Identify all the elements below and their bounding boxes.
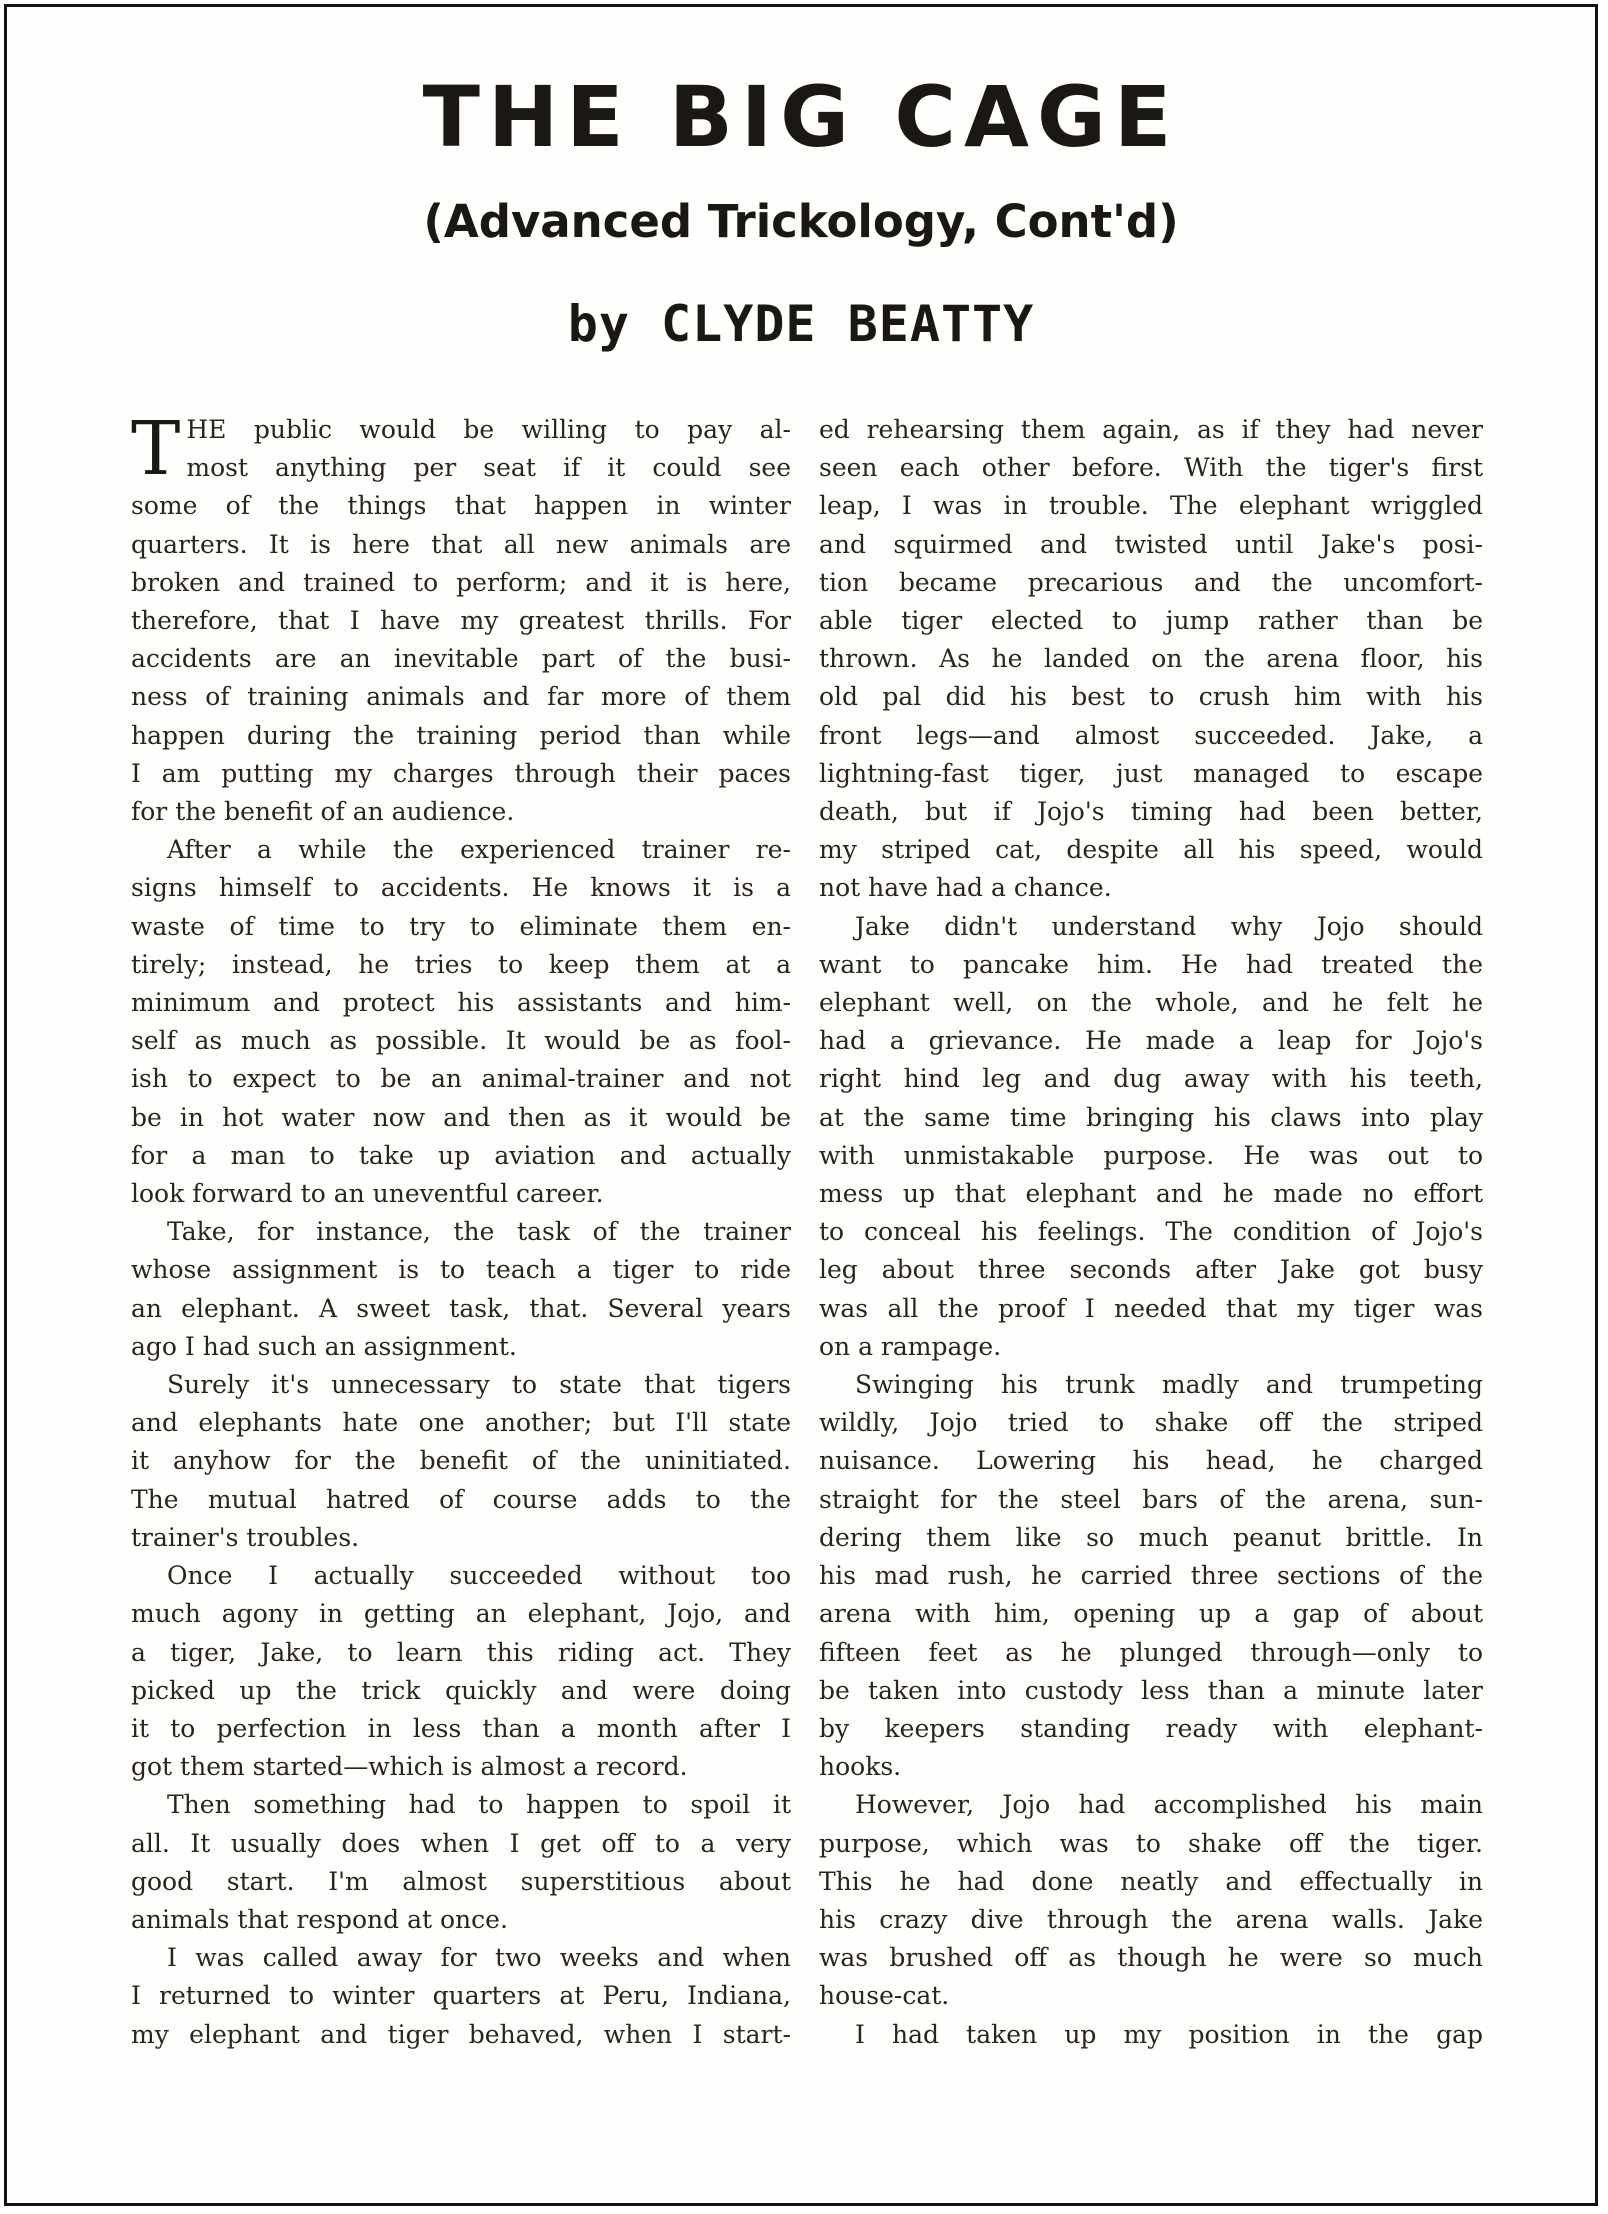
text-line: at the same time bringing his claws into play bbox=[819, 1102, 1483, 1132]
text-line: ago I had such an assignment. bbox=[131, 1331, 517, 1361]
text-line: on a rampage. bbox=[819, 1331, 1002, 1361]
text-line: elephant well, on the whole, and he felt he bbox=[819, 988, 1483, 1018]
text-line: it anyhow for the benefit of the uninitiated. bbox=[131, 1446, 791, 1476]
text-line: house-cat. bbox=[819, 1981, 950, 2011]
text-line: trainer's troubles. bbox=[131, 1522, 360, 1552]
text-line: accidents are an inevitable part of the busi- bbox=[131, 644, 791, 674]
text-line: my striped cat, despite all his speed, would bbox=[819, 835, 1483, 865]
text-line: front legs—and almost succeeded. Jake, a bbox=[819, 720, 1483, 750]
text-line: purpose, which was to shake off the tiger. bbox=[819, 1828, 1483, 1858]
text-line: Then something had to happen to spoil it bbox=[167, 1790, 791, 1820]
text-line: and squirmed and twisted until Jake's posi- bbox=[819, 529, 1483, 559]
paragraph bbox=[819, 908, 1483, 1366]
text-line: dering them like so much peanut brittle. In bbox=[819, 1522, 1483, 1552]
paragraph bbox=[819, 411, 1483, 908]
text-line: tirely; instead, he tries to keep them at a bbox=[131, 949, 791, 979]
text-line: my elephant and tiger behaved, when I start- bbox=[131, 2019, 791, 2049]
paragraph bbox=[131, 406, 791, 831]
text-line: not have had a chance. bbox=[819, 873, 1112, 903]
text-line: ness of training animals and far more of them bbox=[131, 682, 791, 712]
drop-cap: T bbox=[131, 406, 181, 492]
text-line: was all the proof I needed that my tiger was bbox=[819, 1293, 1483, 1323]
paragraph bbox=[819, 1786, 1483, 2015]
text-line: waste of time to try to eliminate them en- bbox=[131, 911, 791, 941]
text-line: animals that respond at once. bbox=[131, 1904, 508, 1934]
paragraph bbox=[131, 1557, 791, 1786]
text-line: had a grievance. He made a leap for Jojo's bbox=[819, 1026, 1483, 1056]
text-line: However, Jojo had accomplished his main bbox=[855, 1790, 1483, 1820]
text-line: self as much as possible. It would be as fool- bbox=[131, 1026, 791, 1056]
text-line: good start. I'm almost superstitious about bbox=[131, 1866, 791, 1896]
text-line: quarters. It is here that all new animals are bbox=[131, 529, 791, 559]
text-line: Swinging his trunk madly and trumpeting bbox=[855, 1370, 1483, 1400]
text-line: I was called away for two weeks and when bbox=[167, 1943, 791, 1973]
text-line: whose assignment is to teach a tiger to ride bbox=[131, 1255, 791, 1285]
text-line: HE public would be willing to pay al- bbox=[186, 415, 791, 444]
text-line: be in hot water now and then as it would be bbox=[131, 1102, 791, 1132]
text-line: This he had done neatly and effectually in bbox=[819, 1866, 1483, 1896]
text-line: for a man to take up aviation and actually bbox=[131, 1140, 791, 1170]
text-line: therefore, that I have my greatest thrills. For bbox=[131, 606, 791, 636]
text-line: nuisance. Lowering his head, he charged bbox=[819, 1446, 1483, 1476]
text-line: and elephants hate one another; but I'll state bbox=[131, 1408, 791, 1438]
text-line: an elephant. A sweet task, that. Several years bbox=[131, 1293, 791, 1323]
text-line: I am putting my charges through their paces bbox=[131, 758, 791, 788]
text-line: able tiger elected to jump rather than be bbox=[819, 606, 1483, 636]
text-line: After a while the experienced trainer re- bbox=[167, 835, 791, 865]
text-line: Take, for instance, the task of the trainer bbox=[167, 1217, 791, 1247]
text-line: seen each other before. With the tiger's first bbox=[819, 453, 1483, 483]
page-frame bbox=[4, 4, 1598, 2206]
text-line: look forward to an uneventful career. bbox=[131, 1179, 604, 1209]
text-line: hooks. bbox=[819, 1752, 902, 1782]
paragraph bbox=[819, 1366, 1483, 1786]
text-line: all. It usually does when I get off to a very bbox=[131, 1828, 791, 1858]
article-byline: by CLYDE BEATTY bbox=[567, 295, 1035, 353]
text-line: I returned to winter quarters at Peru, Indiana, bbox=[131, 1981, 791, 2011]
text-line: leg about three seconds after Jake got busy bbox=[819, 1255, 1483, 1285]
text-line: old pal did his best to crush him with his bbox=[819, 682, 1483, 712]
text-line: death, but if Jojo's timing had been better, bbox=[819, 797, 1483, 827]
text-line: arena with him, opening up a gap of about bbox=[819, 1599, 1483, 1629]
text-line: leap, I was in trouble. The elephant wriggled bbox=[819, 491, 1483, 521]
text-line: Once I actually succeeded without too bbox=[167, 1561, 791, 1591]
text-line: I had taken up my position in the gap bbox=[855, 2019, 1483, 2049]
right-column bbox=[819, 411, 1483, 2054]
text-line: most anything per seat if it could see bbox=[186, 453, 791, 483]
text-line: picked up the trick quickly and were doing bbox=[131, 1675, 791, 1705]
text-line: ed rehearsing them again, as if they had never bbox=[819, 415, 1483, 444]
paragraph bbox=[131, 1213, 791, 1366]
text-line: ish to expect to be an animal-trainer and not bbox=[131, 1064, 791, 1094]
text-line: for the benefit of an audience. bbox=[131, 797, 515, 827]
text-line: straight for the steel bars of the arena, sun- bbox=[819, 1484, 1483, 1514]
text-line: thrown. As he landed on the arena floor, his bbox=[819, 644, 1483, 674]
text-line: some of the things that happen in winter bbox=[131, 491, 791, 521]
paragraph bbox=[131, 1939, 791, 2054]
text-line: got them started—which is almost a record. bbox=[131, 1752, 688, 1782]
text-line: broken and trained to perform; and it is here, bbox=[131, 567, 791, 597]
text-line: much agony in getting an elephant, Jojo, and bbox=[131, 1599, 791, 1629]
text-line: mess up that elephant and he made no effort bbox=[819, 1179, 1483, 1209]
text-line: wildly, Jojo tried to shake off the striped bbox=[819, 1408, 1483, 1438]
text-line: it to perfection in less than a month after I bbox=[131, 1713, 791, 1743]
text-line: to conceal his feelings. The condition of Jojo's bbox=[819, 1217, 1483, 1247]
text-line: right hind leg and dug away with his teeth, bbox=[819, 1064, 1483, 1094]
text-line: with unmistakable purpose. He was out to bbox=[819, 1140, 1483, 1170]
left-column bbox=[131, 406, 791, 2054]
text-line: lightning-fast tiger, just managed to escape bbox=[819, 758, 1483, 788]
text-line: signs himself to accidents. He knows it is a bbox=[131, 873, 791, 903]
paragraph bbox=[131, 831, 791, 1213]
text-line: minimum and protect his assistants and him- bbox=[131, 988, 791, 1018]
text-line: a tiger, Jake, to learn this riding act. They bbox=[131, 1637, 791, 1667]
text-line: his mad rush, he carried three sections of the bbox=[819, 1561, 1483, 1591]
paragraph bbox=[819, 2016, 1483, 2054]
text-line: happen during the training period than while bbox=[131, 720, 791, 750]
text-line: his crazy dive through the arena walls. Jake bbox=[819, 1904, 1483, 1934]
text-line: tion became precarious and the uncomfort- bbox=[819, 567, 1483, 597]
paragraph bbox=[131, 1786, 791, 1939]
article-title: THE BIG CAGE bbox=[422, 68, 1180, 166]
text-line: The mutual hatred of course adds to the bbox=[131, 1484, 791, 1514]
text-line: be taken into custody less than a minute later bbox=[819, 1675, 1483, 1705]
text-line: by keepers standing ready with elephant- bbox=[819, 1713, 1483, 1743]
text-line: was brushed off as though he were so much bbox=[819, 1943, 1483, 1973]
text-line: fifteen feet as he plunged through—only to bbox=[819, 1637, 1483, 1667]
article-subtitle: (Advanced Trickology, Cont'd) bbox=[423, 195, 1179, 248]
text-line: Surely it's unnecessary to state that tigers bbox=[167, 1370, 791, 1400]
paragraph bbox=[131, 1366, 791, 1557]
text-line: want to pancake him. He had treated the bbox=[819, 949, 1483, 979]
text-line: Jake didn't understand why Jojo should bbox=[855, 911, 1483, 941]
